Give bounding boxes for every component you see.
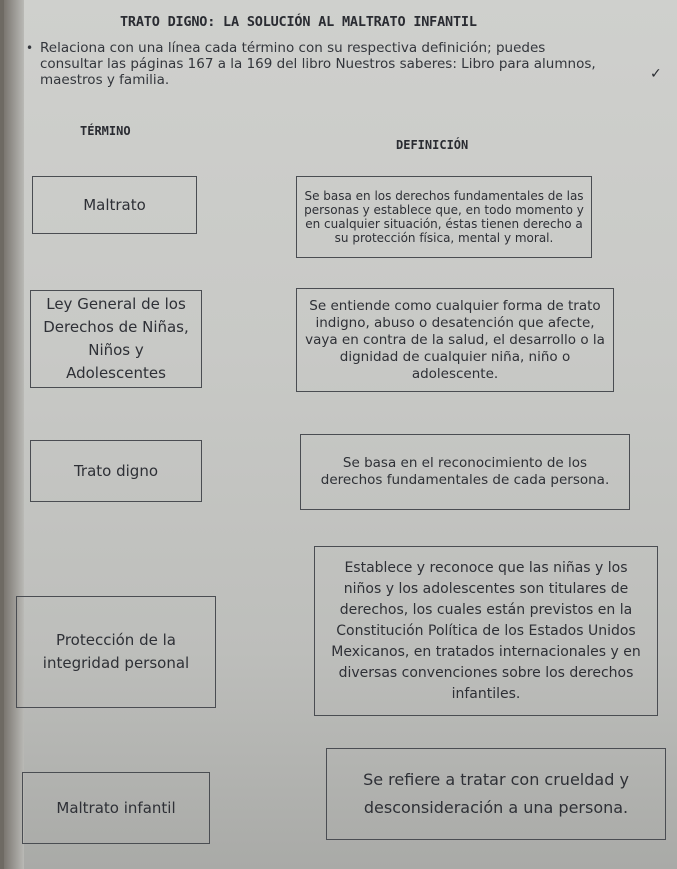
definition-box-4[interactable] (314, 546, 658, 716)
term-box-trato-digno[interactable] (30, 440, 202, 502)
binding-edge (4, 0, 24, 869)
pen-tick-mark: ✓ (650, 66, 662, 82)
definition-text: Se basa en los derechos fundamentales de las personas y establece que, en todo momento y en cualquier situación, éstas tienen derecho a su protección física, mental y moral. (304, 189, 584, 245)
definition-box-5[interactable] (326, 748, 666, 840)
term-label: Ley General de los Derechos de Niñas, Niños y Adolescentes (43, 295, 189, 382)
term-label: Trato digno (73, 461, 159, 480)
definition-column-header: DEFINICIÓN (396, 138, 469, 152)
worksheet-page (4, 0, 677, 869)
instructions (26, 40, 600, 88)
term-label: Protección de la integridad personal (42, 631, 190, 672)
term-label: Maltrato infantil (56, 798, 176, 817)
term-box-maltrato[interactable] (32, 176, 197, 234)
definition-text: Se refiere a tratar con crueldad y desconsideración a una persona. (363, 770, 629, 817)
bullet-icon: • (26, 41, 34, 55)
term-box-ley-general[interactable] (30, 290, 202, 388)
worksheet-title: TRATO DIGNO: LA SOLUCIÓN AL MALTRATO INFANTIL (120, 14, 477, 30)
definition-box-2[interactable] (296, 288, 614, 392)
definition-box-1[interactable] (296, 176, 592, 258)
instructions-text: Relaciona con una línea cada término con su respectiva definición; puedes consultar las páginas 167 a la 169 del libro Nuestros saberes: Libro para alumnos, maestros y familia. (40, 40, 596, 88)
definition-text: Se entiende como cualquier forma de trato indigno, abuso o desatención que afecte, vaya en contra de la salud, el desarrollo o la dignidad de cualquier niña, niño o adolescente. (305, 297, 605, 382)
term-column-header: TÉRMINO (80, 124, 131, 138)
definition-box-3[interactable] (300, 434, 630, 510)
term-label: Maltrato (83, 195, 146, 214)
term-box-maltrato-infantil[interactable] (22, 772, 210, 844)
term-box-proteccion[interactable] (16, 596, 216, 708)
definition-text: Establece y reconoce que las niñas y los niños y los adolescentes son titulares de derechos, los cuales están previstos en la Constitución Política de los Estados Unidos Mexicanos, en tratados internacionales y en diversas convenciones sobre los derechos infantiles. (331, 559, 641, 702)
definition-text: Se basa en el reconocimiento de los derechos fundamentales de cada persona. (320, 455, 610, 488)
